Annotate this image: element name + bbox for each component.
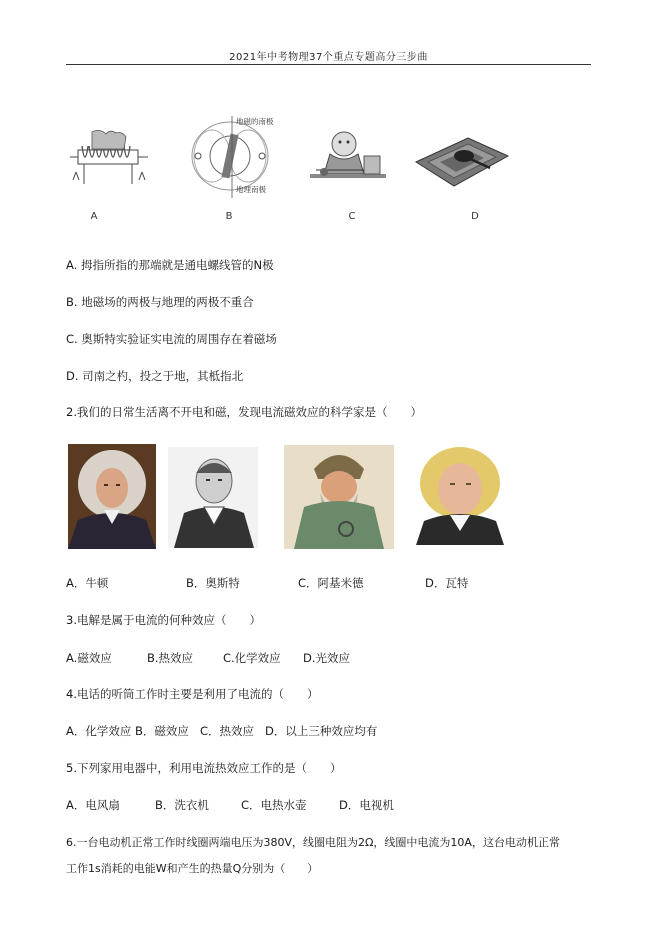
figure-b-earth-magnetic-field bbox=[186, 114, 302, 200]
q4-stem: 4.电话的听筒工作时主要是利用了电流的（ ） bbox=[66, 687, 319, 701]
q3-option-b: B.热效应 bbox=[147, 651, 194, 665]
portrait-oersted bbox=[168, 447, 258, 548]
portrait-newton bbox=[68, 444, 156, 549]
figure-b-label: B bbox=[225, 211, 233, 222]
q1-option-c: C. 奥斯特实验证实电流的周围存在着磁场 bbox=[66, 332, 277, 346]
figure-b-bottom-label: 地理南极 bbox=[236, 185, 266, 194]
q6-stem-line1: 6.一台电动机正常工作时线圈两端电压为380V，线圈电阻为2Ω，线圈中电流为10A，这台电动机正常 bbox=[66, 836, 560, 849]
figure-a-solenoid bbox=[70, 128, 148, 190]
q1-option-a: A. 拇指所指的那端就是通电螺线管的N极 bbox=[66, 258, 274, 272]
figure-c-label: C bbox=[348, 211, 356, 222]
q4-option-a: A．化学效应 bbox=[66, 724, 132, 738]
q5-option-a: A．电风扇 bbox=[66, 798, 120, 812]
q2-option-d: D．瓦特 bbox=[425, 576, 469, 590]
figure-b-top-label: 地磁的南极 bbox=[236, 117, 274, 126]
portrait-watt bbox=[410, 443, 508, 545]
q5-option-d: D．电视机 bbox=[339, 798, 394, 812]
q4-option-c: C．热效应 bbox=[200, 724, 255, 738]
q2-option-a: A．牛顿 bbox=[66, 576, 109, 590]
figure-a-label: A bbox=[90, 211, 98, 222]
q3-stem: 3.电解是属于电流的何种效应（ ） bbox=[66, 613, 261, 627]
q6-stem-line2: 工作1s消耗的电能W和产生的热量Q分别为（ ） bbox=[66, 862, 319, 875]
figure-c-oersted-experiment bbox=[308, 126, 388, 190]
q4-option-b: B．磁效应 bbox=[135, 724, 189, 738]
figure-d-sinan-compass bbox=[410, 128, 510, 190]
header-divider bbox=[66, 64, 591, 65]
q5-option-c: C．电热水壶 bbox=[241, 798, 307, 812]
page-header: 2021年中考物理37个重点专题高分三步曲 bbox=[229, 52, 428, 63]
q4-option-d: D．以上三种效应均有 bbox=[265, 724, 378, 738]
q3-option-c: C.化学效应 bbox=[223, 651, 281, 665]
q2-stem: 2.我们的日常生活离不开电和磁，发现电流磁效应的科学家是（ ） bbox=[66, 405, 422, 419]
q3-option-a: A.磁效应 bbox=[66, 651, 112, 665]
q3-option-d: D.光效应 bbox=[303, 651, 351, 665]
q2-option-b: B．奥斯特 bbox=[186, 576, 240, 590]
q2-option-c: C．阿基米德 bbox=[298, 576, 364, 590]
q5-option-b: B．洗衣机 bbox=[155, 798, 209, 812]
figure-d-label: D bbox=[471, 211, 479, 222]
q5-stem: 5.下列家用电器中，利用电流热效应工作的是（ ） bbox=[66, 761, 342, 775]
q1-option-d: D. 司南之杓，投之于地，其柢指北 bbox=[66, 369, 244, 383]
portrait-archimedes bbox=[284, 445, 394, 549]
q1-option-b: B. 地磁场的两极与地理的两极不重合 bbox=[66, 295, 254, 309]
